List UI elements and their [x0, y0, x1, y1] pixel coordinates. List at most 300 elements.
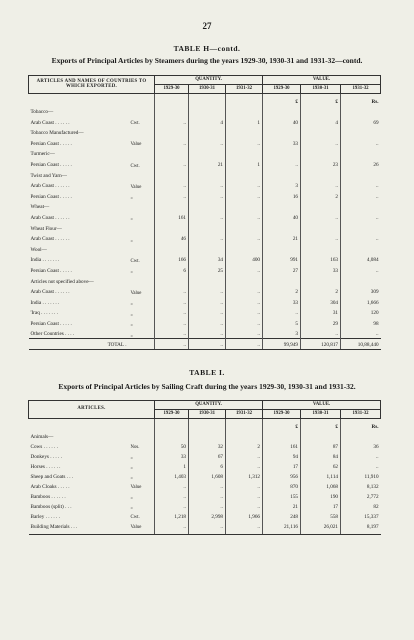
row-value: ..: [226, 317, 263, 328]
row-value: 36: [341, 440, 381, 450]
row-value: 29: [301, 317, 341, 328]
row-value: ..: [155, 490, 189, 500]
year-header: 1929-30: [155, 409, 189, 418]
row-label: 'Iraq . . . . . . .: [30, 310, 58, 317]
row-unit: „: [130, 494, 133, 500]
row-value: 33: [263, 137, 301, 148]
row-value: 1,068: [301, 480, 341, 490]
year-header: 1931-32: [226, 84, 263, 93]
row-value: ..: [301, 211, 341, 222]
row-value: ..: [189, 190, 226, 201]
row-value: ..: [155, 180, 189, 191]
row-value: [301, 430, 341, 440]
row-value: 17: [301, 500, 341, 510]
row-value: ..: [155, 137, 189, 148]
row-value: [301, 148, 341, 159]
row-value: ..: [189, 500, 226, 510]
table-row: [29, 440, 381, 450]
row-value: 3: [263, 180, 301, 191]
row-label: Turmeric—: [30, 151, 55, 158]
row-value: 94: [263, 450, 301, 460]
row-value: 40: [263, 211, 301, 222]
row-value: 46: [155, 233, 189, 244]
table-row: [29, 450, 381, 460]
row-value: 2: [301, 286, 341, 297]
row-unit: Value: [130, 524, 142, 530]
row-value: ..: [226, 480, 263, 490]
row-value: [226, 169, 263, 180]
row-value: 1,608: [189, 470, 226, 480]
row-unit: „: [130, 269, 133, 275]
spacer-cell: [189, 418, 226, 430]
row-unit: „: [130, 216, 133, 222]
row-value: 21: [263, 233, 301, 244]
row-value: 33: [301, 264, 341, 275]
value-header: VALUE.: [263, 76, 381, 85]
row-label: Donkeys . . . . .: [30, 453, 62, 460]
year-header: 1930-31: [189, 409, 226, 418]
table-row: [29, 480, 381, 490]
row-value: [341, 105, 381, 116]
currency-cell: £: [301, 93, 341, 105]
table-row: [29, 460, 381, 470]
row-value: 27: [263, 264, 301, 275]
row-label: Persian Coast . . . . .: [30, 162, 72, 169]
row-value: [226, 243, 263, 254]
table-row: [29, 254, 381, 265]
row-value: [301, 222, 341, 233]
row-label: Arab Coast . . . . . .: [30, 236, 70, 243]
row-value: 17: [263, 460, 301, 470]
spacer-cell: [129, 530, 155, 534]
total-value: ..: [226, 339, 263, 350]
row-value: [341, 275, 381, 286]
row-label: Wool—: [30, 246, 47, 253]
row-value: [226, 127, 263, 138]
row-value: ..: [341, 233, 381, 244]
row-value: [263, 169, 301, 180]
row-value: ..: [155, 296, 189, 307]
row-value: ..: [189, 233, 226, 244]
row-unit: „: [130, 322, 133, 328]
table-row: [29, 470, 381, 480]
row-unit: Cwt.: [130, 258, 140, 264]
table-row: [29, 190, 381, 201]
row-value: ..: [189, 307, 226, 318]
row-value: ..: [155, 520, 189, 530]
total-value: 10,88,440: [341, 339, 381, 350]
row-value: 84: [301, 450, 341, 460]
table-row: [29, 307, 381, 318]
row-value: ..: [189, 296, 226, 307]
row-value: 2: [263, 286, 301, 297]
total-label: TOTAL .: [29, 339, 129, 350]
row-value: [189, 275, 226, 286]
row-label: Tobacco Manufactured—: [30, 130, 84, 137]
row-value: [341, 430, 381, 440]
row-value: [263, 222, 301, 233]
table-row: [29, 180, 381, 191]
row-value: ..: [341, 190, 381, 201]
row-value: 120: [341, 307, 381, 318]
row-value: ..: [189, 317, 226, 328]
row-value: 4: [301, 116, 341, 127]
row-value: 50: [155, 440, 189, 450]
row-value: ..: [155, 317, 189, 328]
row-unit: [129, 243, 155, 254]
row-value: 32: [189, 440, 226, 450]
row-value: 2,772: [341, 490, 381, 500]
row-value: [301, 127, 341, 138]
row-value: [226, 275, 263, 286]
value-header: VALUE.: [263, 401, 381, 410]
spacer-cell: [155, 418, 189, 430]
row-unit: Value: [130, 184, 142, 190]
spacer-cell: [189, 530, 226, 534]
row-unit: „: [130, 301, 133, 307]
row-unit: Nos.: [130, 444, 140, 450]
table-h-subtitle: Exports of Principal Articles by Steamers during the years 1929-30, 1930-31 and 1931-32—contd.: [51, 56, 363, 65]
table-row: [29, 510, 381, 520]
row-label: India . . . . . . .: [30, 299, 60, 306]
row-value: [155, 243, 189, 254]
row-value: ..: [226, 190, 263, 201]
row-value: ..: [226, 307, 263, 318]
table-row: [29, 264, 381, 275]
row-label: Sheep and Goats . . .: [30, 473, 74, 480]
row-value: ..: [155, 328, 189, 339]
row-value: 6: [189, 460, 226, 470]
spacer-cell: [341, 530, 381, 534]
row-value: 2: [226, 440, 263, 450]
year-header: 1930-31: [189, 84, 226, 93]
row-value: [155, 430, 189, 440]
table-row: [29, 490, 381, 500]
row-unit: [129, 275, 155, 286]
row-unit: Cwt.: [130, 163, 140, 169]
row-value: [155, 222, 189, 233]
row-value: [341, 222, 381, 233]
row-unit: Value: [130, 484, 142, 490]
row-value: ..: [301, 180, 341, 191]
row-value: 1: [226, 158, 263, 169]
row-label: Cows . . . . . .: [30, 443, 58, 450]
row-value: ..: [226, 460, 263, 470]
spacer-cell: [226, 530, 263, 534]
row-value: ..: [226, 520, 263, 530]
row-value: ..: [155, 190, 189, 201]
year-header: 1930-31: [301, 409, 341, 418]
row-value: ..: [155, 286, 189, 297]
row-unit: „: [130, 464, 133, 470]
row-value: 8,197: [341, 520, 381, 530]
row-value: 1: [226, 116, 263, 127]
row-value: 67: [189, 450, 226, 460]
row-label: Horses . . . . . .: [30, 463, 61, 470]
row-value: ..: [226, 180, 263, 191]
currency-cell: £: [301, 418, 341, 430]
row-value: ..: [189, 211, 226, 222]
row-value: 62: [301, 460, 341, 470]
spacer-cell: [189, 93, 226, 105]
row-value: ..: [226, 264, 263, 275]
table-row: [29, 222, 381, 233]
row-value: 40: [263, 116, 301, 127]
total-row: [29, 339, 381, 350]
row-value: [189, 201, 226, 212]
row-value: ..: [226, 233, 263, 244]
row-value: ..: [155, 500, 189, 510]
row-value: [341, 148, 381, 159]
currency-cell: Rs.: [341, 418, 381, 430]
row-value: ..: [226, 328, 263, 339]
row-value: [301, 169, 341, 180]
row-label: Tobacco—: [30, 109, 54, 116]
row-value: ..: [341, 264, 381, 275]
row-value: 21: [189, 158, 226, 169]
row-value: [226, 148, 263, 159]
row-value: [263, 201, 301, 212]
row-value: 163: [301, 254, 341, 265]
year-header: 1930-31: [301, 84, 341, 93]
spacer-cell: [129, 418, 155, 430]
quantity-header: QUANTITY.: [155, 76, 263, 85]
row-value: ..: [341, 137, 381, 148]
row-value: [189, 169, 226, 180]
row-value: ..: [226, 450, 263, 460]
currency-cell: £: [263, 93, 301, 105]
table-row: [29, 148, 381, 159]
row-value: ..: [155, 307, 189, 318]
row-value: 161: [155, 211, 189, 222]
row-value: 23: [301, 158, 341, 169]
row-label: Persian Coast . . . . .: [30, 320, 72, 327]
row-label: Twist and Yarn—: [30, 172, 67, 179]
row-value: 11,910: [341, 470, 381, 480]
row-value: [155, 105, 189, 116]
table-i-subtitle: Exports of Principal Articles by Sailing Craft during the years 1929-30, 1930-31 and 1931-32.: [58, 382, 356, 391]
table-row: [29, 317, 381, 328]
row-unit: „: [130, 237, 133, 243]
row-value: ..: [341, 450, 381, 460]
row-value: 870: [263, 480, 301, 490]
row-unit: [129, 169, 155, 180]
row-label: India . . . . . . .: [30, 257, 60, 264]
year-header: 1931-32: [226, 409, 263, 418]
row-value: [263, 430, 301, 440]
row-value: [263, 105, 301, 116]
table-row: [29, 169, 381, 180]
row-value: ..: [341, 180, 381, 191]
spacer-cell: [226, 93, 263, 105]
row-value: [155, 127, 189, 138]
article-header: ARTICLES.: [29, 401, 155, 419]
row-value: ..: [226, 500, 263, 510]
row-value: [341, 201, 381, 212]
row-value: 21,116: [263, 520, 301, 530]
row-value: ..: [301, 137, 341, 148]
row-value: 991: [263, 254, 301, 265]
row-value: 6: [155, 264, 189, 275]
row-value: 16: [263, 190, 301, 201]
row-unit: [129, 105, 155, 116]
year-header: 1929-30: [155, 84, 189, 93]
row-value: 161: [263, 440, 301, 450]
row-value: ..: [226, 490, 263, 500]
row-value: ..: [189, 490, 226, 500]
year-header: 1931-32: [341, 409, 381, 418]
row-unit: Cwt.: [130, 514, 140, 520]
row-value: [341, 127, 381, 138]
row-unit: Value: [130, 290, 142, 296]
table-row: [29, 243, 381, 254]
row-label: Articles not specified above—: [30, 278, 94, 285]
row-value: [189, 105, 226, 116]
row-label: Bamboos (split) . . .: [30, 503, 72, 510]
row-value: 21: [263, 500, 301, 510]
row-value: ..: [341, 328, 381, 339]
row-value: 5: [263, 317, 301, 328]
page-number: 27: [202, 21, 212, 31]
row-label: Barley . . . . . .: [30, 513, 60, 520]
row-value: 98: [341, 317, 381, 328]
row-value: [263, 127, 301, 138]
row-unit: [129, 430, 155, 440]
row-value: ..: [189, 137, 226, 148]
row-value: 1,312: [226, 470, 263, 480]
table-row: [29, 137, 381, 148]
row-label: Wheat Flour—: [30, 225, 62, 232]
year-header: 1931-32: [341, 84, 381, 93]
spacer-cell: [29, 418, 129, 430]
row-value: [226, 430, 263, 440]
row-value: 400: [226, 254, 263, 265]
row-value: 4: [189, 116, 226, 127]
table-row: [29, 105, 381, 116]
table-i: [28, 400, 381, 535]
row-label: Other Countries . . . .: [30, 331, 75, 338]
row-value: [189, 430, 226, 440]
row-unit: „: [130, 504, 133, 510]
row-value: [301, 201, 341, 212]
row-value: [226, 201, 263, 212]
row-value: ..: [189, 286, 226, 297]
row-value: [263, 243, 301, 254]
row-label: Bamboos . . . . . .: [30, 493, 66, 500]
row-value: [301, 275, 341, 286]
row-unit: „: [130, 311, 133, 317]
row-value: 558: [301, 510, 341, 520]
row-value: 3: [263, 328, 301, 339]
row-value: [189, 148, 226, 159]
currency-cell: £: [263, 418, 301, 430]
spacer-cell: [129, 339, 155, 350]
row-unit: [129, 201, 155, 212]
row-value: 87: [301, 440, 341, 450]
row-value: 309: [341, 286, 381, 297]
table-row: [29, 296, 381, 307]
row-unit: „: [130, 454, 133, 460]
row-value: 82: [341, 500, 381, 510]
row-value: [301, 243, 341, 254]
row-value: ..: [341, 460, 381, 470]
row-label: Persian Coast . . . . .: [30, 140, 72, 147]
row-value: 69: [341, 116, 381, 127]
article-header: ARTICLES AND NAMES OF COUNTRIES TO WHICH EXPORTED.: [29, 76, 155, 94]
table-row: [29, 116, 381, 127]
row-label: Arab Coast . . . . . .: [30, 289, 70, 296]
row-unit: Cwt.: [130, 121, 140, 127]
spacer-cell: [29, 530, 129, 534]
spacer-cell: [155, 93, 189, 105]
row-value: ..: [155, 480, 189, 490]
row-value: 26: [341, 158, 381, 169]
row-value: 31: [301, 307, 341, 318]
row-unit: [129, 148, 155, 159]
table-row: [29, 520, 381, 530]
row-value: [301, 105, 341, 116]
total-value: 120,817: [301, 339, 341, 350]
table-row: [29, 500, 381, 510]
row-value: [189, 222, 226, 233]
row-value: 1,218: [155, 510, 189, 520]
row-value: 33: [263, 296, 301, 307]
row-value: ..: [263, 307, 301, 318]
spacer-cell: [263, 530, 301, 534]
row-value: 1,666: [341, 296, 381, 307]
row-value: 34: [189, 254, 226, 265]
row-value: ..: [301, 328, 341, 339]
currency-row: [29, 93, 381, 105]
row-value: ..: [301, 233, 341, 244]
table-row: [29, 211, 381, 222]
row-value: 26,021: [301, 520, 341, 530]
table-row: [29, 201, 381, 212]
currency-row: [29, 418, 381, 430]
row-value: ..: [341, 211, 381, 222]
row-value: 33: [155, 450, 189, 460]
spacer-cell: [301, 530, 341, 534]
row-value: [155, 169, 189, 180]
table-row: [29, 233, 381, 244]
row-label: Arab Coast . . . . . .: [30, 215, 70, 222]
row-value: 190: [301, 490, 341, 500]
row-value: [226, 105, 263, 116]
row-label: Building Materials . . .: [30, 523, 78, 530]
spacer-cell: [226, 418, 263, 430]
row-value: ..: [189, 180, 226, 191]
row-value: 956: [263, 470, 301, 480]
row-value: [341, 243, 381, 254]
spacer-cell: [29, 93, 129, 105]
row-value: ..: [189, 328, 226, 339]
row-value: [263, 275, 301, 286]
currency-cell: Rs.: [341, 93, 381, 105]
year-header: 1929-30: [263, 409, 301, 418]
year-header: 1929-30: [263, 84, 301, 93]
row-label: Persian Coast . . . . .: [30, 193, 72, 200]
row-value: ..: [226, 137, 263, 148]
row-value: 1,966: [226, 510, 263, 520]
total-value: ..: [189, 339, 226, 350]
row-value: [189, 243, 226, 254]
row-unit: „: [130, 195, 133, 201]
row-value: 155: [263, 490, 301, 500]
row-value: 166: [155, 254, 189, 265]
table-row: [29, 430, 381, 440]
table-row: [29, 286, 381, 297]
row-unit: Value: [130, 142, 142, 148]
